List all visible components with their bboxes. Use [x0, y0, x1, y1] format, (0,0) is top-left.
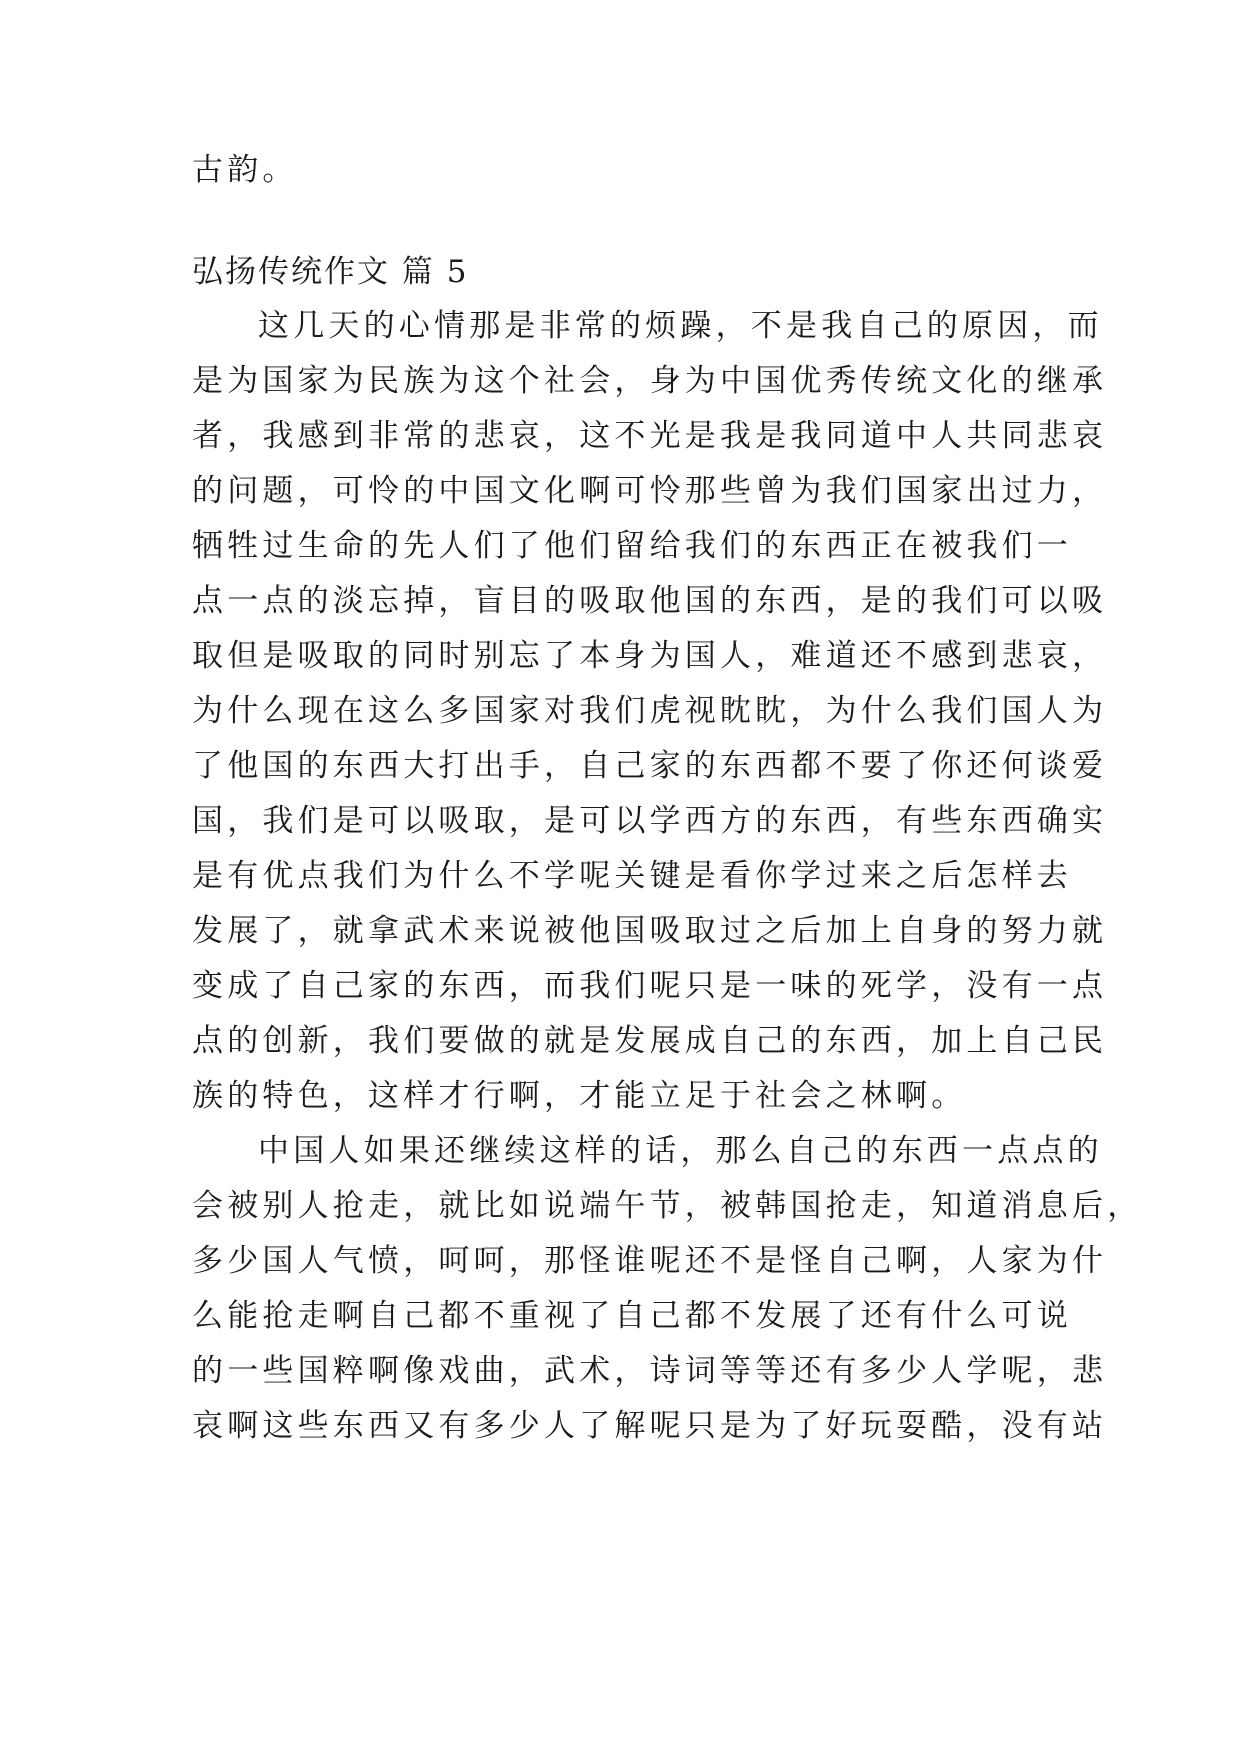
text-line: 取但是吸取的同时别忘了本身为国人，难道还不感到悲哀，	[192, 638, 1108, 674]
text-line: 中国人如果还继续这样的话，那么自己的东西一点点的	[258, 1133, 1103, 1169]
text-line: 哀啊这些东西又有多少人了解呢只是为了好玩耍酷，没有站	[192, 1408, 1108, 1444]
text-line: 点的创新，我们要做的就是发展成自己的东西，加上自己民	[192, 1023, 1108, 1059]
text-line: 发展了，就拿武术来说被他国吸取过之后加上自身的努力就	[192, 913, 1108, 949]
text-line: 多少国人气愤，呵呵，那怪谁呢还不是怪自己啊，人家为什	[192, 1243, 1108, 1279]
text-line: 这几天的心情那是非常的烦躁，不是我自己的原因，而	[258, 308, 1103, 344]
text-line: 是有优点我们为什么不学呢关键是看你学过来之后怎样去	[192, 858, 1072, 894]
text-line: 牺牲过生命的先人们了他们留给我们的东西正在被我们一	[192, 528, 1072, 564]
text-line: 是为国家为民族为这个社会，身为中国优秀传统文化的继承	[192, 363, 1108, 399]
text-line: 会被别人抢走，就比如说端午节，被韩国抢走，知道消息后，	[192, 1188, 1143, 1224]
text-line: 古韵。	[192, 152, 298, 188]
text-line: 的问题，可怜的中国文化啊可怜那些曾为我们国家出过力，	[192, 473, 1108, 509]
text-line: 者，我感到非常的悲哀，这不光是我是我同道中人共同悲哀	[192, 418, 1108, 454]
section-heading: 弘扬传统作文 篇 5	[192, 254, 469, 290]
text-line: 么能抢走啊自己都不重视了自己都不发展了还有什么可说	[192, 1298, 1072, 1334]
text-line: 变成了自己家的东西，而我们呢只是一味的死学，没有一点	[192, 968, 1108, 1004]
text-line: 点一点的淡忘掉，盲目的吸取他国的东西，是的我们可以吸	[192, 583, 1108, 619]
text-line: 了他国的东西大打出手，自己家的东西都不要了你还何谈爱	[192, 748, 1108, 784]
text-line: 为什么现在这么多国家对我们虎视眈眈，为什么我们国人为	[192, 693, 1108, 729]
text-line: 的一些国粹啊像戏曲，武术，诗词等等还有多少人学呢，悲	[192, 1353, 1108, 1389]
text-line: 族的特色，这样才行啊，才能立足于社会之林啊。	[192, 1078, 967, 1114]
text-line: 国，我们是可以吸取，是可以学西方的东西，有些东西确实	[192, 803, 1108, 839]
